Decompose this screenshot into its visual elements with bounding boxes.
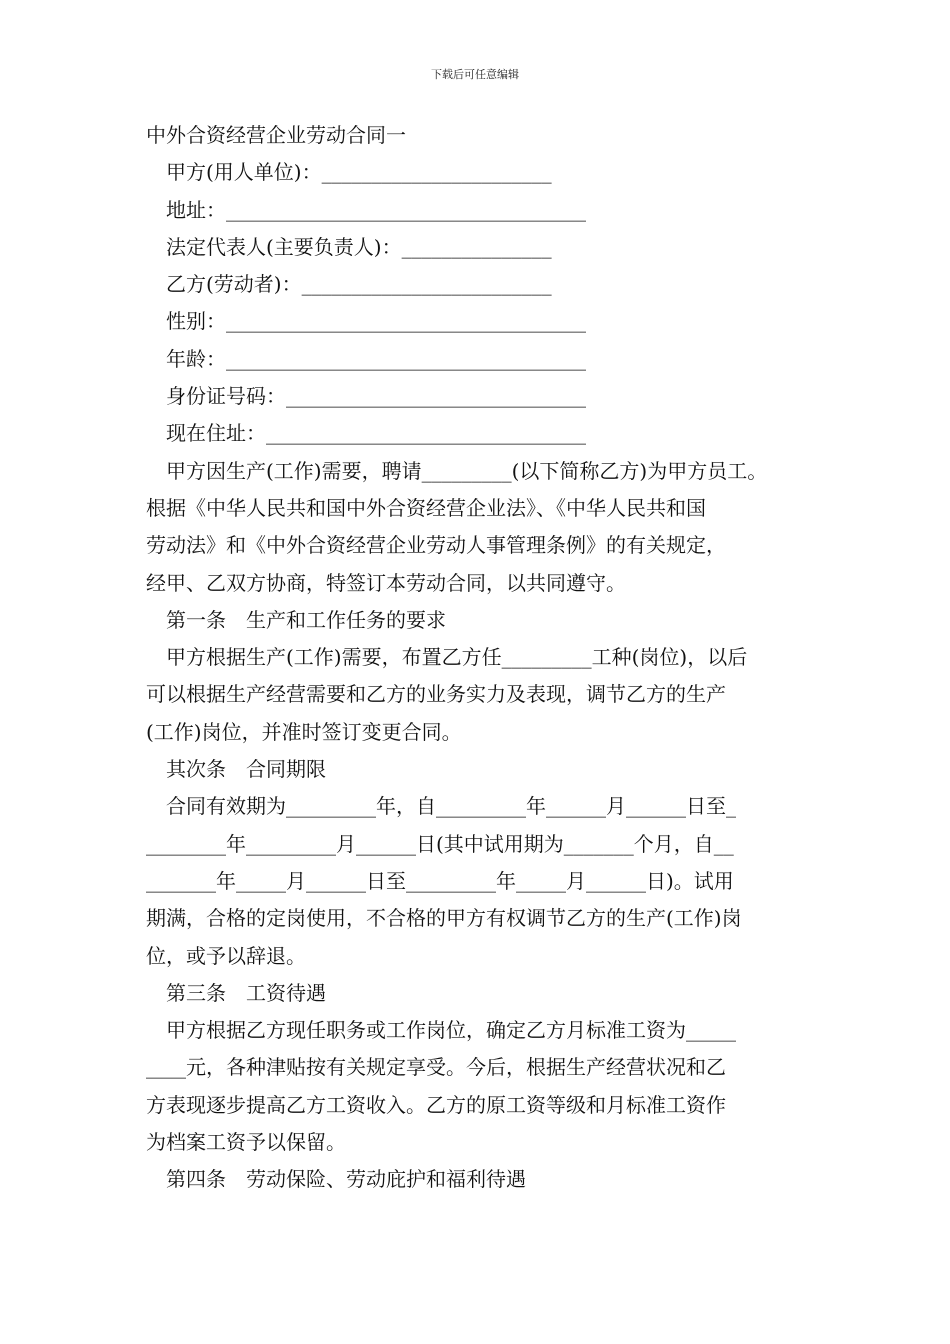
article-2-text: ________年_________月______日(其中试用期为_______个月，自__	[146, 831, 734, 856]
article-1-text: 可以根据生产经营需要和乙方的业务实力及表现，调节乙方的生产	[146, 682, 726, 707]
field-employer: 甲方(用人单位)：_______________________	[166, 160, 552, 185]
preamble-line: 根据《中华人民共和国中外合资经营企业法》、《中华人民共和国	[146, 495, 706, 520]
contract-body	[146, 117, 811, 1199]
article-1-text: 甲方根据生产(工作)需要，布置乙方任_________工种(岗位)，以后	[166, 645, 748, 670]
article-2-text: 期满，合格的定岗使用，不合格的甲方有权调节乙方的生产(工作)岗	[146, 906, 742, 931]
field-address: 地址：____________________________________	[166, 197, 586, 222]
article-2-heading: 其次条 合同期限	[166, 757, 326, 782]
article-1-text: (工作)岗位，并准时签订变更合同。	[146, 719, 462, 744]
article-1-heading: 第一条 生产和工作任务的要求	[166, 607, 446, 632]
field-gender: 性别：____________________________________	[166, 309, 586, 334]
article-3-text: 方表现逐步提高乙方工资收入。乙方的原工资等级和月标准工资作	[146, 1092, 726, 1117]
article-3-text: 为档案工资予以保留。	[146, 1130, 346, 1155]
article-3-heading: 第三条 工资待遇	[166, 980, 326, 1005]
article-2-text: 合同有效期为_________年，自_________年______月______日至_	[166, 794, 736, 819]
page-header: 下载后可任意编辑	[431, 68, 519, 81]
preamble-line: 甲方因生产(工作)需要，聘请_________(以下简称乙方)为甲方员工。	[166, 458, 768, 483]
document-title: 中外合资经营企业劳动合同一	[146, 123, 406, 147]
article-3-text: ____元，各种津贴按有关规定享受。今后，根据生产经营状况和乙	[146, 1055, 726, 1080]
article-2-text: _______年_____月______日至_________年_____月______日)。试用	[146, 868, 734, 893]
article-3-text: 甲方根据乙方现任职务或工作岗位，确定乙方月标准工资为_____	[166, 1018, 736, 1043]
preamble-line: 经甲、乙双方协商，特签订本劳动合同，以共同遵守。	[146, 570, 626, 595]
field-residence: 现在住址：________________________________	[166, 421, 586, 446]
field-age: 年龄：____________________________________	[166, 346, 586, 371]
article-4-heading: 第四条 劳动保险、劳动庇护和福利待遇	[166, 1167, 526, 1192]
field-legal-representative: 法定代表人(主要负责人)：_______________	[166, 234, 552, 259]
preamble-line: 劳动法》和《中外合资经营企业劳动人事管理条例》的有关规定，	[146, 533, 726, 558]
field-employee: 乙方(劳动者)：_________________________	[166, 272, 552, 297]
article-2-text: 位，或予以辞退。	[146, 943, 306, 968]
field-id-number: 身份证号码：______________________________	[166, 384, 586, 409]
